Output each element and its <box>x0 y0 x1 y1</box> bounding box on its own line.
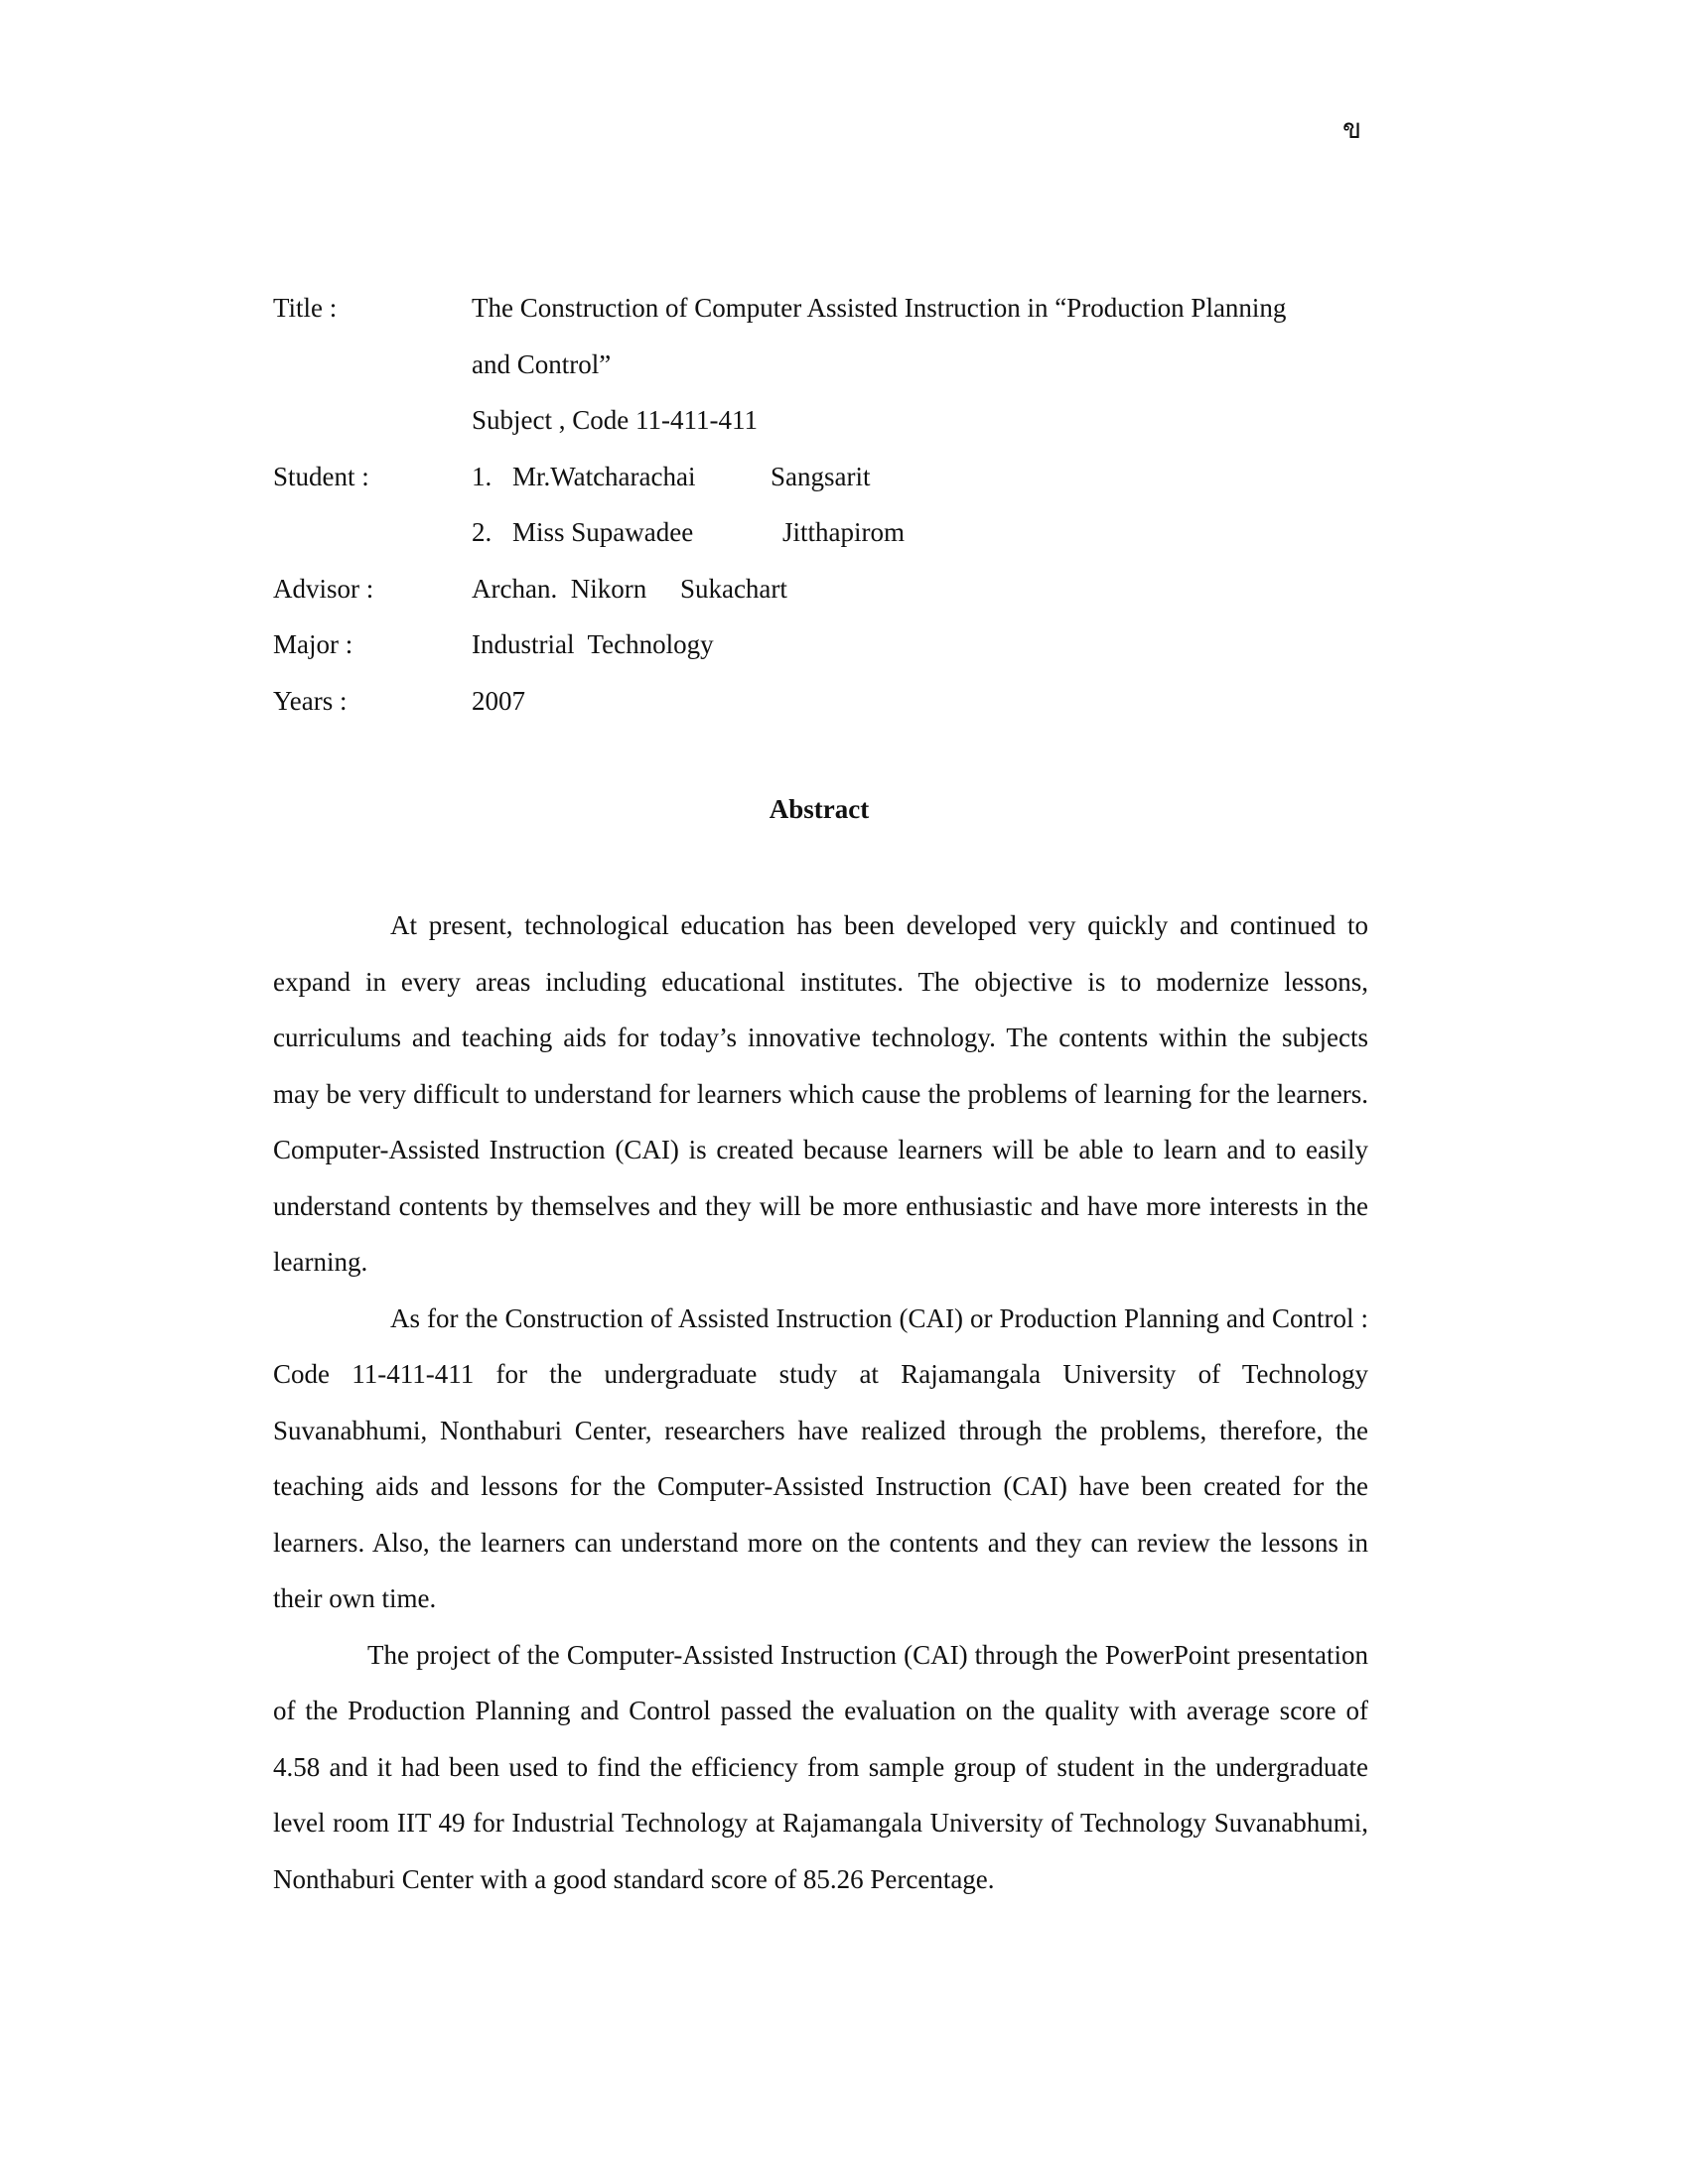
title-line-2: and Control” <box>472 348 612 379</box>
advisor-value: Archan. Nikorn Sukachart <box>472 573 787 604</box>
student-entry <box>472 504 1365 561</box>
advisor-row <box>273 561 1365 617</box>
abstract-paragraph-1: At present, technological education has been developed very quickly and continued to expand in every areas including educational institutes. The objective is to modernize lessons, curriculums and teaching aids for today’s innovative technology. The contents within the subjects may be very difficult to understand for learners which cause the problems of learning for the learners. Computer-Assisted Instruction (CAI) is created because learners will be able to learn and to easily understand contents by themselves and they will be more enthusiastic and have more interests in the learning. <box>273 910 1368 1277</box>
abstract-paragraph-3: The project of the Computer-Assisted Instruction (CAI) through the PowerPoint presentation of the Production Planning and Control passed the evaluation on the quality with average score of 4.58 and it had been used to find the efficiency from sample group of student in the undergraduate level room IIT 49 for Industrial Technology at Rajamangala University of Technology Suvanabhumi, Nonthaburi Center with a good standard score of 85.26 Percentage. <box>273 1639 1368 1894</box>
metadata-table <box>273 280 1365 729</box>
student-number: 1. <box>472 461 492 491</box>
subject-code-line: Subject , Code 11-411-411 <box>472 405 758 435</box>
student-first-name: Mr.Watcharachai <box>512 461 696 491</box>
student-number: 2. <box>472 517 492 547</box>
title-label: Title : <box>273 293 338 323</box>
years-label: Years : <box>273 685 348 716</box>
title-row <box>273 280 1365 449</box>
student-last-name: Jitthapirom <box>782 517 905 547</box>
abstract-body <box>273 897 1368 1907</box>
title-value <box>472 280 1365 449</box>
student-row <box>273 449 1365 561</box>
major-value: Industrial Technology <box>472 629 714 659</box>
page-number: ข <box>1342 114 1362 145</box>
student-last-name: Sangsarit <box>771 461 871 491</box>
student-list <box>472 449 1365 561</box>
student-label: Student : <box>273 461 369 491</box>
title-line-1: The Construction of Computer Assisted Instruction in “Production Planning <box>472 293 1287 323</box>
advisor-label: Advisor : <box>273 573 374 604</box>
student-entry <box>472 449 1365 505</box>
years-row <box>273 673 1365 730</box>
years-value: 2007 <box>472 685 525 716</box>
major-label: Major : <box>273 629 353 659</box>
major-row <box>273 616 1365 673</box>
abstract-heading: Abstract <box>769 794 870 824</box>
student-first-name: Miss Supawadee <box>512 517 694 547</box>
abstract-paragraph-2: As for the Construction of Assisted Instruction (CAI) or Production Planning and Control : Code 11-411-411 for the undergraduate study at Rajamangala University of Technology Suvanabhumi, Nonthaburi Center, researchers have realized through the problems, therefore, the teaching aids and lessons for the Computer-Assisted Instruction (CAI) have been created for the learners. Also, the learners can understand more on the contents and they can review the lessons in their own time. <box>273 1302 1368 1613</box>
